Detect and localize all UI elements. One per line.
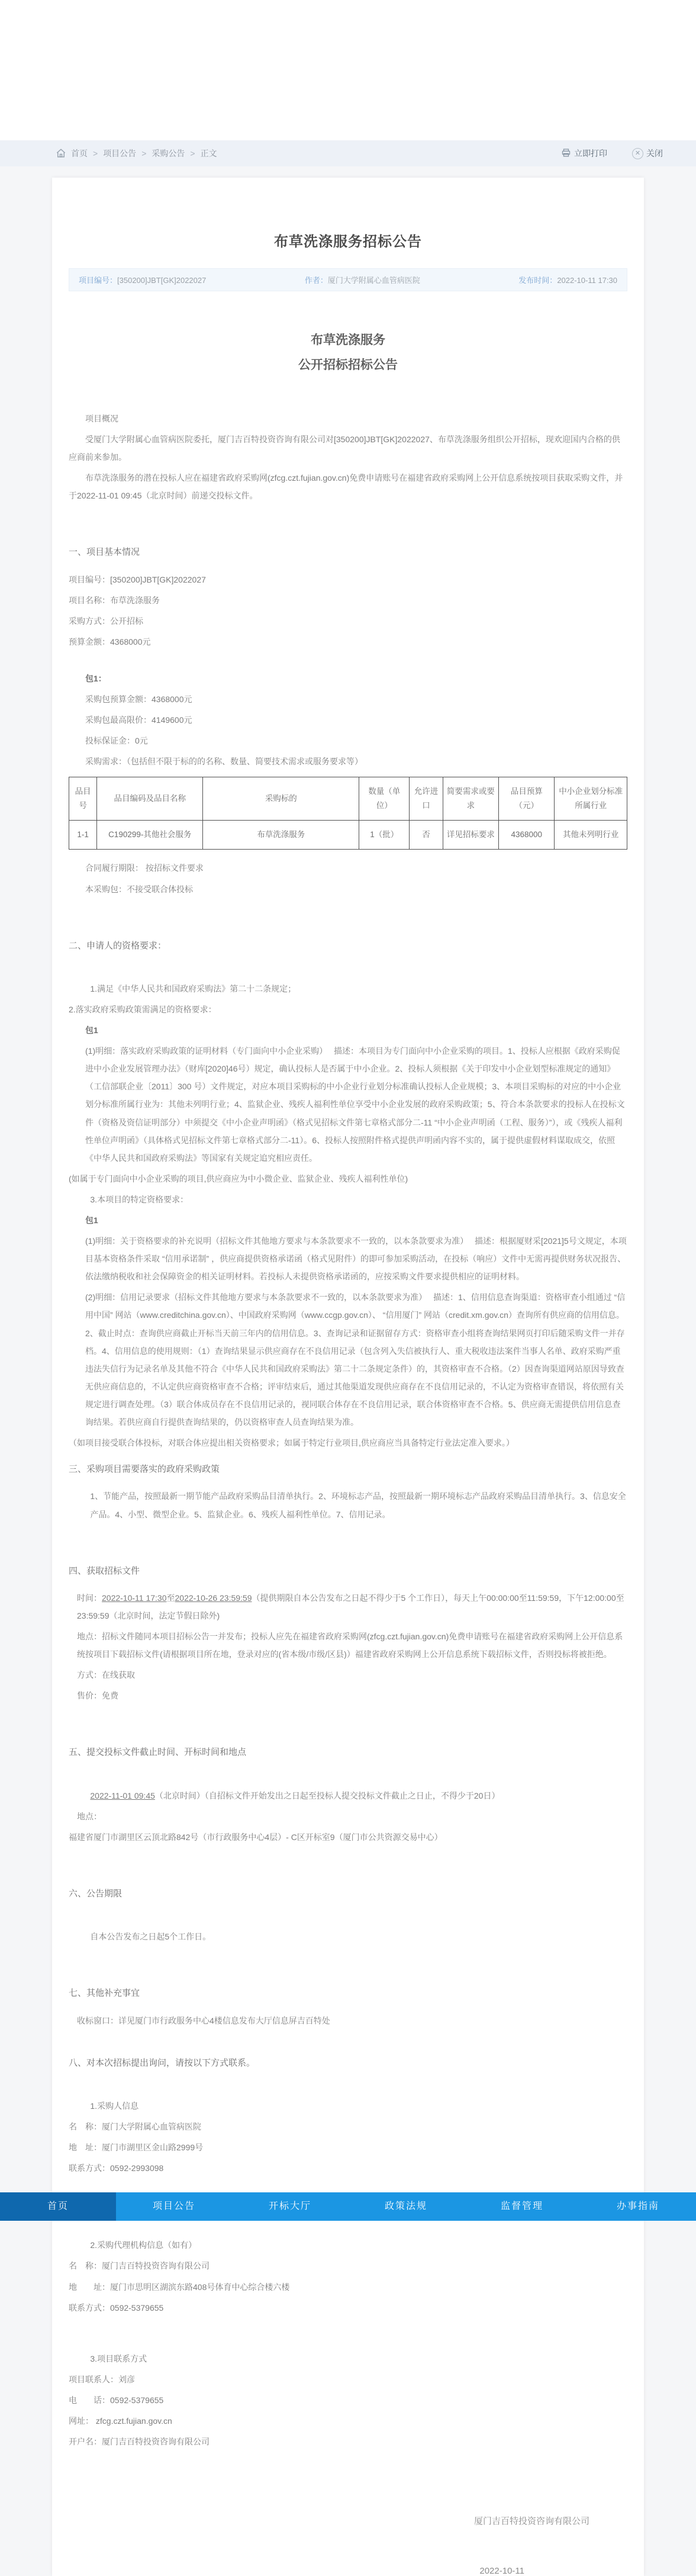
table-header-cell: 允许进口 bbox=[410, 777, 443, 821]
paragraph: 采购方式：公开招标 bbox=[69, 616, 143, 626]
table-header-cell: 品目编码及品目名称 bbox=[97, 777, 203, 821]
breadcrumb-item-procurement-notices[interactable]: 采购公告 bbox=[152, 149, 185, 158]
paragraph: 1.采购人信息 bbox=[90, 2101, 139, 2111]
paragraph: 名 称：厦门吉百特投资咨询有限公司 bbox=[69, 2261, 210, 2271]
main-navbar bbox=[0, 2192, 696, 2221]
document-title bbox=[69, 328, 627, 378]
table-header-cell: 中小企业划分标准所属行业 bbox=[555, 777, 627, 821]
paragraph: 本采购包：不接受联合体投标 bbox=[85, 884, 193, 894]
items-table bbox=[69, 777, 627, 850]
section-heading: 一、项目基本情况 bbox=[69, 547, 140, 558]
table-cell: 详见招标要求 bbox=[443, 821, 498, 850]
paragraph: 包1： bbox=[85, 674, 107, 684]
home-icon bbox=[56, 148, 66, 159]
meta-publish-time-label: 发布时间： bbox=[518, 276, 558, 285]
underlined-date: 2022-11-01 09:45 bbox=[90, 1790, 155, 1800]
paragraph: 开户名：厦门吉百特投资咨询有限公司 bbox=[69, 2437, 210, 2447]
paragraph: 采购需求：（包括但不限于标的的名称、数量、简要技术需求或服务要求等） bbox=[85, 757, 363, 767]
paragraph: 地点： bbox=[77, 1811, 102, 1821]
breadcrumb-item-home[interactable]: 首页 bbox=[71, 149, 88, 158]
paragraph: 地点：招标文件随同本项目招标公告一并发布；投标人应先在福建省政府采购网(zfcg.czt.fujian.gov.cn)免费申请账号在福建省政府采购网上公开信息系统按项目下载招标文件(请根据项目所在地，登录对应的(省本级/市级/区县)）福建省政府采购网上公开信息系统下载招标文件，否则投标将被拒绝。 bbox=[77, 1632, 623, 1660]
table-cell: 1-1 bbox=[69, 821, 97, 850]
spacer bbox=[69, 1948, 627, 1976]
breadcrumb-separator: > bbox=[190, 149, 195, 158]
paragraph: 网址： zfcg.czt.fujian.gov.cn bbox=[69, 2416, 172, 2426]
spacer bbox=[69, 901, 627, 928]
paragraph: 福建省厦门市湖里区云顶北路842号（市行政服务中心4层）- C区开标室9（厦门市公共资源交易中心） bbox=[69, 1832, 443, 1842]
spacer bbox=[69, 2081, 627, 2094]
spacer bbox=[69, 1707, 627, 1735]
navbar-item-2[interactable]: 开标大厅 bbox=[268, 2201, 311, 2212]
paragraph: 项目联系人：刘彦 bbox=[69, 2374, 135, 2384]
article-meta-bar bbox=[69, 268, 627, 291]
paragraph: 3.项目联系方式 bbox=[90, 2353, 147, 2363]
paragraph: 时间：2022-10-11 17:30至2022-10-26 23:59:59（提供期限自本公告发布之日起不得少于5 个工作日），每天上午00:00:00至11:59:59，下午12:00:00至23:59:59（北京时间，法定节假日除外) bbox=[77, 1593, 624, 1621]
paragraph: 方式：在线获取 bbox=[77, 1670, 135, 1680]
paragraph: 联系方式：0592-2993098 bbox=[69, 2163, 164, 2173]
paragraph: 项目概况 bbox=[85, 414, 118, 423]
meta-publish-time bbox=[518, 274, 617, 285]
section-heading: 三、采购项目需要落实的政府采购政策 bbox=[69, 1464, 220, 1475]
table-header-cell: 品目预算（元） bbox=[499, 777, 555, 821]
breadcrumb-separator: > bbox=[93, 149, 98, 158]
table-row bbox=[69, 821, 627, 850]
meta-publish-time-value: 2022-10-11 17:30 bbox=[557, 276, 617, 285]
breadcrumb-separator: > bbox=[141, 149, 147, 158]
section-heading: 七、其他补充事宜 bbox=[69, 1988, 140, 1999]
article-body bbox=[47, 410, 659, 2450]
spacer bbox=[69, 654, 627, 667]
table-header-row bbox=[69, 777, 627, 821]
paragraph: （如项目接受联合体投标，对联合体应提出相关资格要求；如属于特定行业项目,供应商应当具备特定行业法定准入要求。） bbox=[69, 1438, 514, 1448]
paragraph: 2.采购代理机构信息（如有） bbox=[90, 2240, 197, 2250]
spacer bbox=[69, 1526, 627, 1554]
paragraph: 地 址：厦门市湖里区金山路2999号 bbox=[69, 2143, 204, 2153]
printer-icon bbox=[561, 148, 571, 159]
table-cell: 否 bbox=[410, 821, 443, 850]
table-header-cell: 采购标的 bbox=[203, 777, 359, 821]
meta-author-value: 厦门大学附属心血管病医院 bbox=[327, 276, 420, 285]
navbar-item-1[interactable]: 项目公告 bbox=[152, 2201, 195, 2212]
spacer bbox=[69, 2033, 627, 2046]
paragraph: 售价：免费 bbox=[77, 1691, 118, 1701]
paragraph: 1、节能产品，按照最新一期节能产品政府采购品目清单执行。2、环境标志产品，按照最新一期环境标志产品政府采购品目清单执行。3、信息安全产品。4、小型、微型企业。5、监狱企业。6、残疾人福利性单位。7、信用记录。 bbox=[90, 1491, 626, 1519]
meta-project-number-value: [350200]JBT[GK]2022027 bbox=[117, 276, 207, 285]
paragraph: 采购包预算金额：4368000元 bbox=[85, 694, 192, 705]
close-icon: ✕ bbox=[632, 148, 643, 159]
paragraph: 地 址：厦门市思明区湖滨东路408号体育中心综合楼六楼 bbox=[69, 2282, 290, 2292]
table-cell: 1（批） bbox=[359, 821, 410, 850]
paragraph: 电 话：0592-5379655 bbox=[69, 2395, 164, 2405]
spacer bbox=[69, 507, 627, 535]
paragraph: 受厦门大学附属心血管病医院委托，厦门吉百特投资咨询有限公司对[350200]JBT[GK]2022027、布草洗涤服务组织公开招标，现欢迎国内合格的供应商前来参加。 bbox=[69, 435, 620, 462]
paragraph: (如属于专门面向中小企业采购的项目,供应商应为中小微企业、监狱企业、残疾人福利性单位) bbox=[69, 1173, 408, 1184]
paragraph: 合同履行期限： 按招标文件要求 bbox=[85, 863, 204, 873]
paragraph: 名 称：厦门大学附属心血管病医院 bbox=[69, 2122, 201, 2132]
table-cell: 4368000 bbox=[499, 821, 555, 850]
paragraph: 项目编号：[350200]JBT[GK]2022027 bbox=[69, 574, 206, 584]
meta-project-number-label: 项目编号： bbox=[79, 276, 118, 285]
paragraph: 包1 bbox=[85, 1215, 98, 1226]
meta-author-label: 作者： bbox=[304, 276, 328, 285]
breadcrumb bbox=[0, 140, 696, 166]
paragraph: 布草洗涤服务的潜在投标人应在福建省政府采购网(zfcg.czt.fujian.gov.cn)免费申请账号在福建省政府采购网上公开信息系统按项目获取采购文件，并于2022-11-01 09:45（北京时间）前递交投标文件。 bbox=[69, 473, 623, 501]
section-heading: 二、申请人的资格要求： bbox=[69, 940, 167, 951]
signature-block bbox=[69, 2514, 627, 2576]
paragraph: (1)明细：关于资格要求的补充说明（招标文件其他地方要求与本条款要求不一致的，以本条款要求为准） 描述：根据厦财采[2021]5号文规定，本项目基本资格条件采取 “信用承诺制” ，供应商提供资格承诺函（格式见附件）的即可参加采购活动，在投标（响应）文件中无需再提供财务状况报告、依法缴纳税收和社会保障资金的相关证明材料。若投标人未提供资格承诺函的，应按采购文件要求提供相应的证明材料。 bbox=[85, 1236, 627, 1282]
table-header-cell: 品目号 bbox=[69, 777, 97, 821]
paragraph: 3.本项目的特定资格要求： bbox=[90, 1194, 189, 1204]
section-heading: 六、公告期限 bbox=[69, 1889, 123, 1899]
section-heading: 五、提交投标文件截止时间、开标时间和地点 bbox=[69, 1747, 247, 1758]
paragraph: 联系方式：0592-5379655 bbox=[69, 2302, 164, 2313]
spacer bbox=[69, 964, 627, 977]
signature-company: 厦门吉百特投资咨询有限公司 bbox=[473, 2516, 589, 2527]
breadcrumb-item-current: 正文 bbox=[200, 149, 217, 158]
paragraph: 包1 bbox=[85, 1025, 98, 1035]
paragraph: 2022-11-01 09:45（北京时间）（自招标文件开始发出之日起至投标人提交投标文件截止之日止，不得少于20日） bbox=[90, 1790, 500, 1800]
table-header-cell: 简要需求或要求 bbox=[443, 777, 498, 821]
close-button-label: 关闭 bbox=[646, 149, 663, 158]
meta-author bbox=[305, 274, 420, 285]
spacer bbox=[69, 1849, 627, 1876]
navbar-item-0[interactable]: 首页 bbox=[0, 2192, 116, 2221]
section-heading: 八、对本次招标提出询问，请按以下方式联系。 bbox=[69, 2057, 256, 2068]
table-cell: 其他未列明行业 bbox=[555, 821, 627, 850]
underlined-date: 2022-10-11 17:30 bbox=[102, 1593, 167, 1603]
spacer bbox=[69, 1912, 627, 1925]
table-header-cell: 数量（单位） bbox=[359, 777, 410, 821]
paragraph: 自本公告发布之日起5个工作日。 bbox=[90, 1932, 211, 1942]
announcement-card bbox=[47, 178, 659, 2576]
paragraph: 收标窗口：详见厦门市行政服务中心4楼信息发布大厅信息屏吉百特处 bbox=[77, 2015, 330, 2025]
table-cell: C190299-其他社会服务 bbox=[97, 821, 203, 850]
paragraph: 1.满足《中华人民共和国政府采购法》第二十二条规定； bbox=[90, 983, 297, 993]
paragraph: 项目名称：布草洗涤服务 bbox=[69, 595, 160, 605]
page-title: 布草洗涤服务招标公告 bbox=[274, 234, 422, 250]
print-button-label: 立即打印 bbox=[574, 149, 607, 158]
navbar-item-5[interactable]: 办事指南 bbox=[616, 2201, 659, 2212]
table-cell: 布草洗涤服务 bbox=[203, 821, 359, 850]
document-title-line2: 公开招标招标公告 bbox=[298, 358, 398, 372]
close-button[interactable] bbox=[632, 147, 663, 159]
spacer bbox=[69, 1771, 627, 1784]
paragraph: 采购包最高限价：4149600元 bbox=[85, 715, 192, 725]
breadcrumb-item-project-notices[interactable]: 项目公告 bbox=[103, 149, 137, 158]
spacer bbox=[69, 2320, 627, 2347]
paragraph: 投标保证金：0元 bbox=[85, 736, 148, 746]
paragraph: (2)明细：信用记录要求（招标文件其他地方要求与本条款要求不一致的，以本条款要求为准） 描述：1、信用信息查询渠道：资格审查小组通过 “信用中国” 网站（www.creditchina.gov.cn）、中国政府采购网（www.ccgp.gov.cn）、 “信用厦门” 网站（credit.xm.gov.cn）查询所有供应商的信用信息。2、截止时点：查询供应商截止开标当天前三年内的信用信息。3、查询记录和证据留存方式：资格审查小组将查询结果网页打印后随采购文件一并存档。4、信用信息的使用规则：（1）查询结果显示供应商存在不良信用记录（包含列入失信被执行人、重大税收违法案件当事人名单、政府采购严重违法失信行为记录名单及其他不符合《中华人民共和国政府采购法》第二十二条规定条件）的，其资格审查不合格。（2）因查询渠道网站原因导致查无供应商信息的，不认定供应商资格审查不合格；评审结束后，通过其他渠道发现供应商存在不良信用记录的，不认定为资格审查错误，将依照有关规定进行调查处理。（3）联合体成员存在不良信用记录的，视同联合体存在不良信用记录，联合体资格审查不合格。5、供应商无需提供信用信息查询结果。若供应商自行提供查询结果的，仍以资格审查人员查询结果为准。 bbox=[85, 1292, 626, 1427]
meta-project-number bbox=[79, 274, 206, 285]
paragraph: (1)明细：落实政府采购政策的证明材料（专门面向中小企业采购） 描述：本项目为专门面向中小企业采购的项目。1、投标人应根据《政府采购促进中小企业发展管理办法》（财库[2020]46号）规定，确认投标人是否属于中小企业。2、投标人须根据《关于印发中小企业划型标准规定的通知》（工信部联企业〔2011〕300 号）文件规定，对应本项目采购标的中小企业行业划分标准确认投标人企业规模；3、本项目采购标的对应的中小企业划分标准所属行业为：其他未列明行业；4、监狱企业、残疾人福利性单位享受中小企业发展的政府采购政策；5、符合本条款要求的投标人在投标文件（资格及资信证明部分）中须提交《中小企业声明函》（格式见招标文件第七章格式部分二-11 “中小企业声明函（工程、服务）”），或《残疾人福利性单位声明函》（具体格式见招标文件第七章格式部分二-11）。6、投标人按照附件格式提供声明函内容不实的，属于提供虚假材料谋取成交，依照《中华人民共和国政府采购法》等国家有关规定追究相应责任。 bbox=[85, 1046, 625, 1163]
navbar-item-3[interactable]: 政策法规 bbox=[384, 2201, 427, 2212]
print-button[interactable] bbox=[561, 147, 607, 159]
document-title-line1: 布草洗涤服务 bbox=[311, 333, 385, 347]
paragraph: 预算金额：4368000元 bbox=[69, 637, 151, 647]
underlined-date: 2022-10-26 23:59:59 bbox=[175, 1593, 252, 1603]
signature-date: 2022-10-11 bbox=[479, 2566, 524, 2576]
navbar-item-4[interactable]: 监督管理 bbox=[500, 2201, 543, 2212]
paragraph: 2.落实政府采购政策需满足的资格要求： bbox=[69, 1004, 217, 1014]
section-heading: 四、获取招标文件 bbox=[69, 1565, 140, 1576]
page-top-whitespace bbox=[0, 0, 696, 140]
